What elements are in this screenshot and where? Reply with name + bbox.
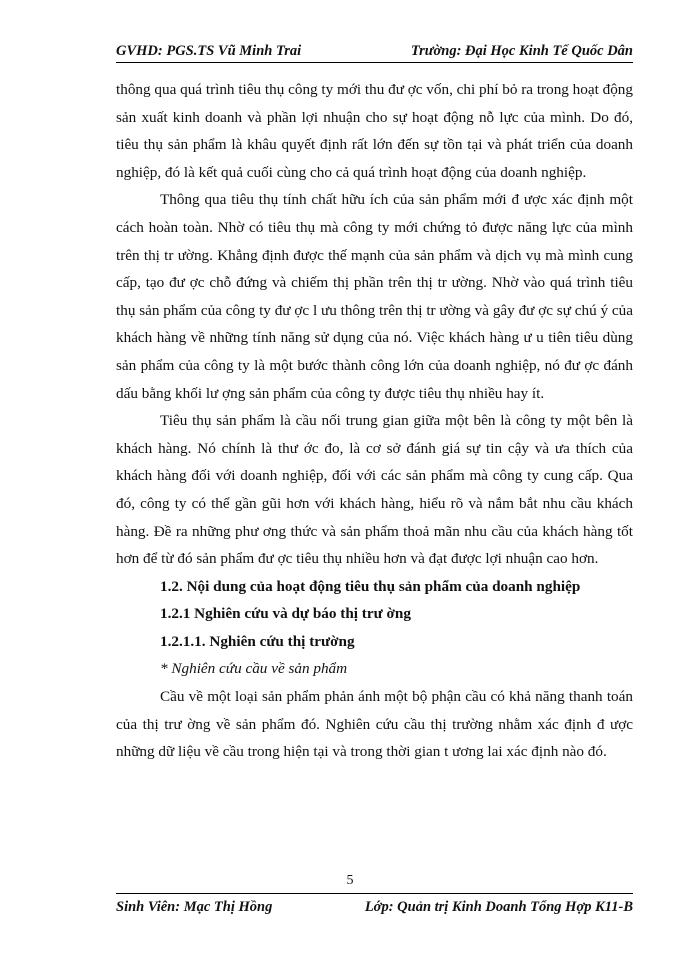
document-body — [116, 76, 633, 766]
footer-student: Sinh Viên: Mạc Thị Hồng — [116, 899, 273, 915]
paragraph-product-utility: Thông qua tiêu thụ tính chất hữu ích của sản phẩm mới đ ược xác định một cách hoàn toàn. Nhờ có tiêu thụ mà công ty mới chứng tỏ được năng lực của mình trên thị tr ường. Khẳng định được thế mạnh của sản phẩm và dịch vụ mà mình cung cấp, tạo đư ợc chỗ đứng và chiếm thị phần trên thị tr ường. Nhờ vào quá trình tiêu thụ sản phẩm của công ty đư ợc l ưu thông trên thị tr ường và gây đư ợc sự chú ý của khách hàng về những tính năng sử dụng của nó. Việc khách hàng ư u tiên tiêu dùng sản phẩm của công ty là một bước thành công lớn của doanh nghiệp, nó đư ợc đánh dấu bằng khối lư ợng sản phẩm của công ty được tiêu thụ nhiều hay ít. — [116, 191, 633, 402]
heading-section-1-2: 1.2. Nội dung của hoạt động tiêu thụ sản phẩm của doanh nghiệp — [160, 577, 581, 595]
header-supervisor: GVHD: PGS.TS Vũ Minh Trai — [116, 43, 302, 59]
paragraph-intermediary: Tiêu thụ sản phẩm là cầu nối trung gian giữa một bên là công ty một bên là khách hàng. Nó chính là thư ớc đo, là cơ sở đánh giá sự tin cậy và ưa thích của khách hàng đối với doanh nghiệp, đối với các sản phẩm mà công ty cung cấp. Qua đó, công ty có thể gần gũi hơn với khách hàng, hiểu rõ và nắm bắt nhu cầu khách hàng. Đề ra những phư ơng thức và sản phẩm thoả mãn nhu cầu của khách hàng tốt hơn để từ đó sản phẩm đư ợc tiêu thụ nhiều hơn và đạt được lợi nhuận cao hơn. — [116, 412, 633, 568]
header-rule — [116, 62, 633, 63]
heading-section-1-2-1: 1.2.1 Nghiên cứu và dự báo thị trư ờng — [160, 605, 411, 623]
heading-section-1-2-1-1: 1.2.1.1. Nghiên cứu thị trường — [160, 632, 355, 650]
paragraph-continuation: thông qua quá trình tiêu thụ công ty mới thu đư ợc vốn, chi phí bỏ ra trong hoạt động sản xuất kinh doanh và phần lợi nhuận cho sự hoạt động nỗ lực của mình. Do đó, tiêu thụ sản phẩm là khâu quyết định rất lớn đến sự tồn tại và phát triển của doanh nghiệp, đó là kết quả cuối cùng cho cả quá trình hoạt động của doanh nghiệp. — [116, 81, 633, 181]
page-footer — [116, 899, 633, 916]
header-university: Trường: Đại Học Kinh Tế Quốc Dân — [410, 43, 633, 59]
subheading-demand-research: * Nghiên cứu cầu về sản phẩm — [160, 660, 348, 678]
page-number: 5 — [346, 873, 354, 888]
page-header — [116, 36, 633, 60]
footer-rule — [116, 893, 633, 894]
footer-class: Lớp: Quản trị Kinh Doanh Tổng Hợp K11-B — [364, 899, 633, 915]
paragraph-demand: Cầu về một loại sản phẩm phản ánh một bộ phận cầu có khả năng thanh toán của thị trư ờng về sản phẩm đó. Nghiên cứu cầu thị trường nhằm xác định đ ược những dữ liệu về cầu trong hiện tại và trong thời gian t ương lai xác định nào đó. — [116, 688, 633, 761]
